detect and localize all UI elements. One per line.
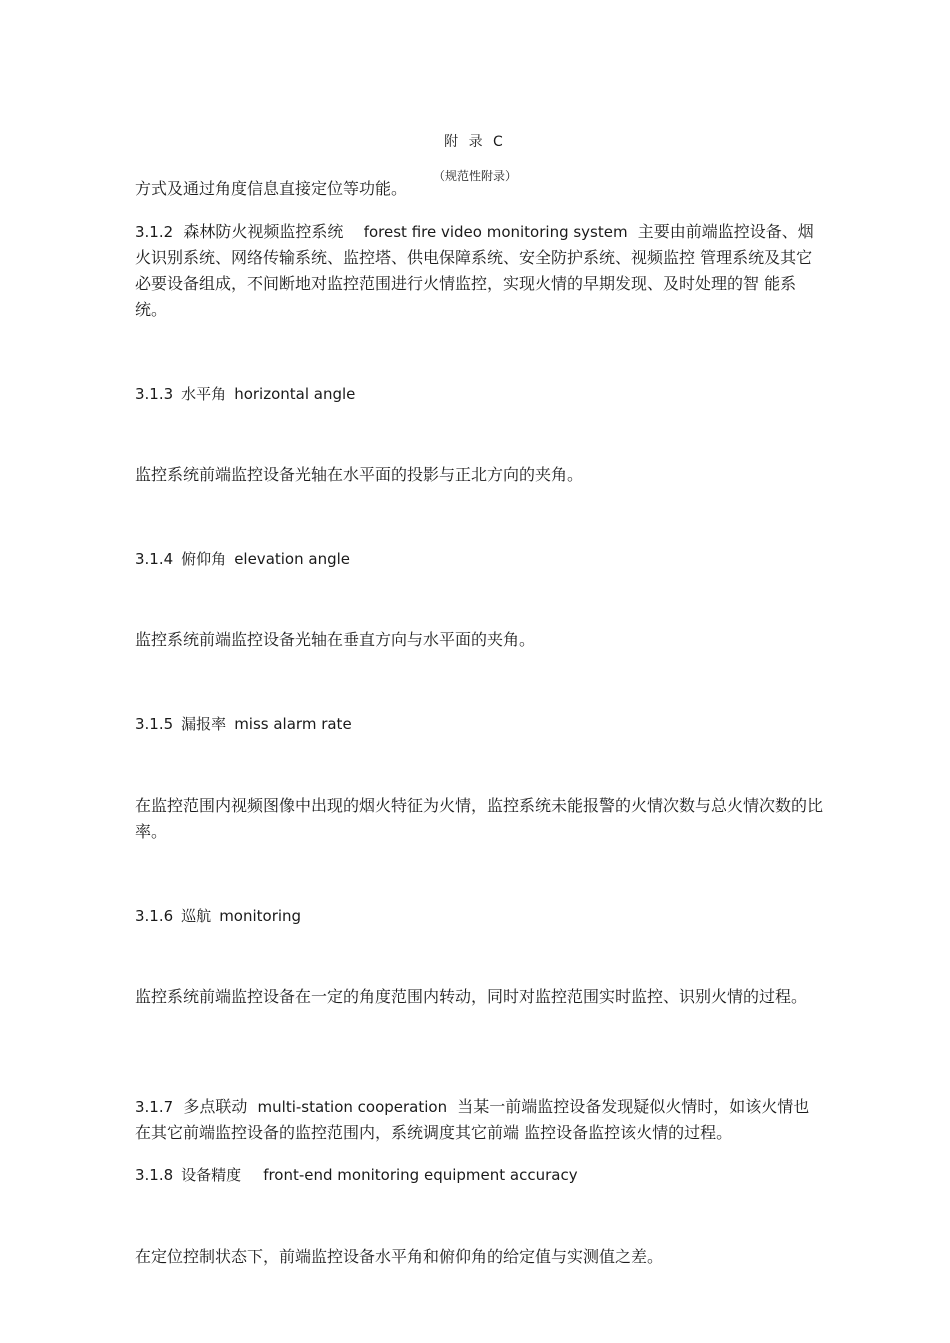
appendix-subtitle: （规范性附录）: [432, 169, 517, 183]
term-definition: 当某一前端监控设备发现疑似火情时，如该火情也在其它前端监控设备的监控范围内，系统调度其它前端 监控设备监控该火情的过程。: [135, 1097, 810, 1142]
term-number: 3.1.5: [135, 715, 174, 733]
definition-3-1-5: 在监控范围内视频图像中出现的烟火特征为火情，监控系统未能报警的火情次数与总火情次数的比率。: [135, 796, 824, 841]
definition-3-1-8: 在定位控制状态下，前端监控设备水平角和俯仰角的给定值与实测值之差。: [135, 1247, 664, 1266]
paragraph-3-1-2: [135, 219, 825, 323]
term-chinese: 巡航: [181, 907, 212, 925]
term-chinese: 森林防火视频监控系统: [183, 222, 344, 241]
term-number: 3.1.8: [135, 1166, 174, 1184]
term-english: elevation angle: [234, 550, 350, 568]
term-3-1-4: [135, 546, 825, 572]
term-english: horizontal angle: [234, 385, 356, 403]
term-number: 3.1.4: [135, 550, 174, 568]
term-number: 3.1.3: [135, 385, 174, 403]
term-chinese: 漏报率: [181, 715, 227, 733]
definition-3-1-3: 监控系统前端监控设备光轴在水平面的投影与正北方向的夹角。: [135, 465, 584, 484]
term-chinese: 俯仰角: [181, 550, 227, 568]
appendix-title: 附 录 C: [444, 134, 506, 150]
term-chinese: 水平角: [181, 385, 227, 403]
paragraph-3-1-7: [135, 1094, 825, 1146]
term-english: miss alarm rate: [234, 715, 352, 733]
term-3-1-6: [135, 903, 825, 929]
term-3-1-5: [135, 711, 825, 737]
intro-paragraph: 方式及通过角度信息直接定位等功能。: [135, 179, 408, 198]
term-number: 3.1.6: [135, 907, 174, 925]
term-3-1-8: [135, 1162, 825, 1188]
term-3-1-3: [135, 381, 825, 407]
term-english: forest fire video monitoring system: [363, 223, 628, 241]
term-number: 3.1.2: [135, 223, 174, 241]
term-english: monitoring: [219, 907, 302, 925]
definition-3-1-4: 监控系统前端监控设备光轴在垂直方向与水平面的夹角。: [135, 630, 536, 649]
term-chinese: 多点联动: [183, 1097, 248, 1116]
definition-3-1-6: 监控系统前端监控设备在一定的角度范围内转动，同时对监控范围实时监控、识别火情的过程。: [135, 987, 808, 1006]
term-definition: 主要由前端监控设备、烟火识别系统、网络传输系统、监控塔、供电保障系统、安全防护系统、视频监控 管理系统及其它必要设备组成，不间断地对监控范围进行火情监控，实现火情的早期发现、及时处理的智 能系统。: [135, 222, 814, 319]
term-english: multi-station cooperation: [257, 1098, 448, 1116]
term-english: front-end monitoring equipment accuracy: [263, 1166, 578, 1184]
term-chinese: 设备精度: [181, 1166, 242, 1184]
term-number: 3.1.7: [135, 1098, 174, 1116]
